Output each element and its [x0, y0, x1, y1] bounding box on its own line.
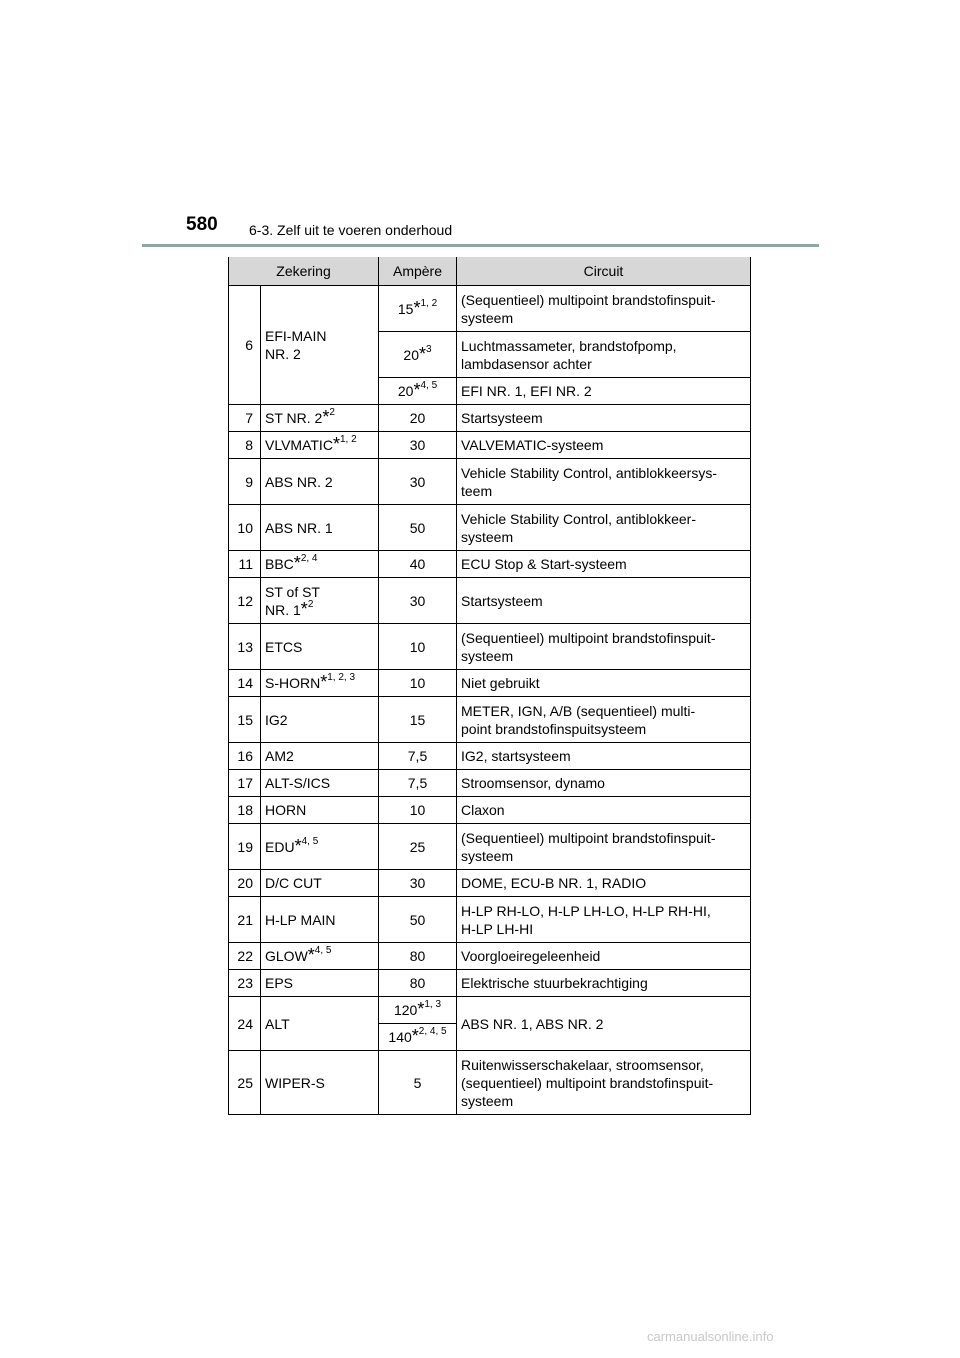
table-row — [229, 670, 751, 697]
table-row — [229, 459, 751, 505]
table-row — [229, 770, 751, 797]
table-header-row — [229, 257, 751, 286]
column-header-fuse: Zekering — [229, 257, 379, 286]
fuse-name: VLVMATIC*$^{1, 2}$ — [261, 432, 379, 459]
fuse-name: EDU*$^{4, 5}$ — [261, 824, 379, 870]
fuse-number: 15 — [229, 697, 261, 743]
fuse-number: 6 — [229, 286, 261, 405]
fuse-ampere: 50 — [379, 505, 457, 551]
fuse-circuit: Startsysteem — [457, 405, 751, 432]
fuse-name: ST NR. 2*$^2$ — [261, 405, 379, 432]
fuse-number: 8 — [229, 432, 261, 459]
fuse-name: BBC*$^{2, 4}$ — [261, 551, 379, 578]
fuse-number: 10 — [229, 505, 261, 551]
fuse-circuit: VALVEMATIC-systeem — [457, 432, 751, 459]
fuse-ampere: 25 — [379, 824, 457, 870]
fuse-number: 16 — [229, 743, 261, 770]
table-row — [229, 624, 751, 670]
fuse-number: 23 — [229, 970, 261, 997]
table-row — [229, 743, 751, 770]
table-row — [229, 824, 751, 870]
fuse-name: AM2 — [261, 743, 379, 770]
fuse-ampere: 5 — [379, 1051, 457, 1115]
fuse-name: ETCS — [261, 624, 379, 670]
table-row — [229, 405, 751, 432]
fuse-ampere: 20 — [379, 405, 457, 432]
fuse-circuit: Vehicle Stability Control, antiblokkeersys- teem — [457, 459, 751, 505]
fuse-ampere: 20*$^{4, 5}$ — [379, 378, 457, 405]
fuse-name: ALT-S/ICS — [261, 770, 379, 797]
table-row — [229, 870, 751, 897]
fuse-ampere: 15*$^{1, 2}$ — [379, 286, 457, 332]
table-row — [229, 1051, 751, 1115]
svg-text:carmanualsonline.info: carmanualsonline.info — [647, 1330, 774, 1344]
fuse-ampere: 120*$^{1, 3}$ — [379, 997, 457, 1024]
fuse-circuit: METER, IGN, A/B (sequentieel) multi- point brandstofinspuitsysteem — [457, 697, 751, 743]
table-row — [229, 578, 751, 624]
fuse-name: WIPER-S — [261, 1051, 379, 1115]
fuse-ampere: 15 — [379, 697, 457, 743]
fuse-ampere: 80 — [379, 970, 457, 997]
fuse-ampere: 10 — [379, 624, 457, 670]
section-title: 6-3. Zelf uit te voeren onderhoud — [249, 222, 453, 238]
fuse-name: IG2 — [261, 697, 379, 743]
fuse-circuit: Luchtmassameter, brandstofpomp, lambdasensor achter — [457, 332, 751, 378]
table-row — [229, 897, 751, 943]
fuse-circuit: Elektrische stuurbekrachtiging — [457, 970, 751, 997]
fuse-number: 18 — [229, 797, 261, 824]
fuse-circuit: DOME, ECU-B NR. 1, RADIO — [457, 870, 751, 897]
fuse-ampere: 30 — [379, 459, 457, 505]
fuse-ampere: 50 — [379, 897, 457, 943]
fuse-ampere: 140*$^{2, 4, 5}$ — [379, 1024, 457, 1051]
fuse-name: ABS NR. 1 — [261, 505, 379, 551]
fuse-circuit: H-LP RH-LO, H-LP LH-LO, H-LP RH-HI, H-LP LH-HI — [457, 897, 751, 943]
fuse-ampere: 7,5 — [379, 770, 457, 797]
fuse-name: EFI-MAIN NR. 2 — [261, 286, 379, 405]
table-row — [229, 697, 751, 743]
fuse-circuit: Startsysteem — [457, 578, 751, 624]
fuse-number: 9 — [229, 459, 261, 505]
fuse-circuit: IG2, startsysteem — [457, 743, 751, 770]
fuse-ampere: 10 — [379, 797, 457, 824]
fuse-number: 20 — [229, 870, 261, 897]
column-header-ampere: Ampère — [379, 257, 457, 286]
fuse-number: 25 — [229, 1051, 261, 1115]
fuse-circuit: ABS NR. 1, ABS NR. 2 — [457, 997, 751, 1051]
fuse-number: 21 — [229, 897, 261, 943]
fuse-table — [228, 257, 751, 1115]
fuse-name: EPS — [261, 970, 379, 997]
fuse-circuit: (Sequentieel) multipoint brandstofinspuit- systeem — [457, 624, 751, 670]
table-row — [229, 970, 751, 997]
fuse-name: D/C CUT — [261, 870, 379, 897]
fuse-ampere: 10 — [379, 670, 457, 697]
fuse-circuit: Stroomsensor, dynamo — [457, 770, 751, 797]
table-row — [229, 286, 751, 332]
fuse-ampere: 30 — [379, 578, 457, 624]
fuse-circuit: Claxon — [457, 797, 751, 824]
table-row — [229, 551, 751, 578]
watermark-logo — [647, 1330, 862, 1344]
fuse-ampere: 7,5 — [379, 743, 457, 770]
fuse-name: ST of ST NR. 1*$^2$ — [261, 578, 379, 624]
fuse-ampere: 40 — [379, 551, 457, 578]
column-header-circuit: Circuit — [457, 257, 751, 286]
fuse-name: S-HORN*$^{1, 2, 3}$ — [261, 670, 379, 697]
table-row — [229, 943, 751, 970]
fuse-name: ABS NR. 2 — [261, 459, 379, 505]
fuse-number: 11 — [229, 551, 261, 578]
table-row — [229, 797, 751, 824]
table-row — [229, 997, 751, 1024]
fuse-ampere: 30 — [379, 870, 457, 897]
fuse-number: 14 — [229, 670, 261, 697]
page-number: 580 — [186, 214, 218, 235]
fuse-number: 17 — [229, 770, 261, 797]
fuse-number: 19 — [229, 824, 261, 870]
fuse-number: 12 — [229, 578, 261, 624]
fuse-name: H-LP MAIN — [261, 897, 379, 943]
table-row — [229, 505, 751, 551]
fuse-ampere: 30 — [379, 432, 457, 459]
fuse-number: 24 — [229, 997, 261, 1051]
fuse-circuit: Vehicle Stability Control, antiblokkeer- systeem — [457, 505, 751, 551]
fuse-number: 7 — [229, 405, 261, 432]
table-row — [229, 432, 751, 459]
fuse-number: 13 — [229, 624, 261, 670]
fuse-ampere: 20*$^3$ — [379, 332, 457, 378]
fuse-circuit: (Sequentieel) multipoint brandstofinspuit- systeem — [457, 286, 751, 332]
fuse-number: 22 — [229, 943, 261, 970]
fuse-circuit: EFI NR. 1, EFI NR. 2 — [457, 378, 751, 405]
fuse-ampere: 80 — [379, 943, 457, 970]
fuse-circuit: Voorgloeiregeleenheid — [457, 943, 751, 970]
fuse-circuit: (Sequentieel) multipoint brandstofinspuit- systeem — [457, 824, 751, 870]
fuse-circuit: Ruitenwisserschakelaar, stroomsensor, (sequentieel) multipoint brandstofinspuit- systeem — [457, 1051, 751, 1115]
fuse-circuit: Niet gebruikt — [457, 670, 751, 697]
fuse-name: ALT — [261, 997, 379, 1051]
fuse-name: GLOW*$^{4, 5}$ — [261, 943, 379, 970]
fuse-name: HORN — [261, 797, 379, 824]
fuse-circuit: ECU Stop & Start-systeem — [457, 551, 751, 578]
header-divider — [142, 244, 819, 247]
